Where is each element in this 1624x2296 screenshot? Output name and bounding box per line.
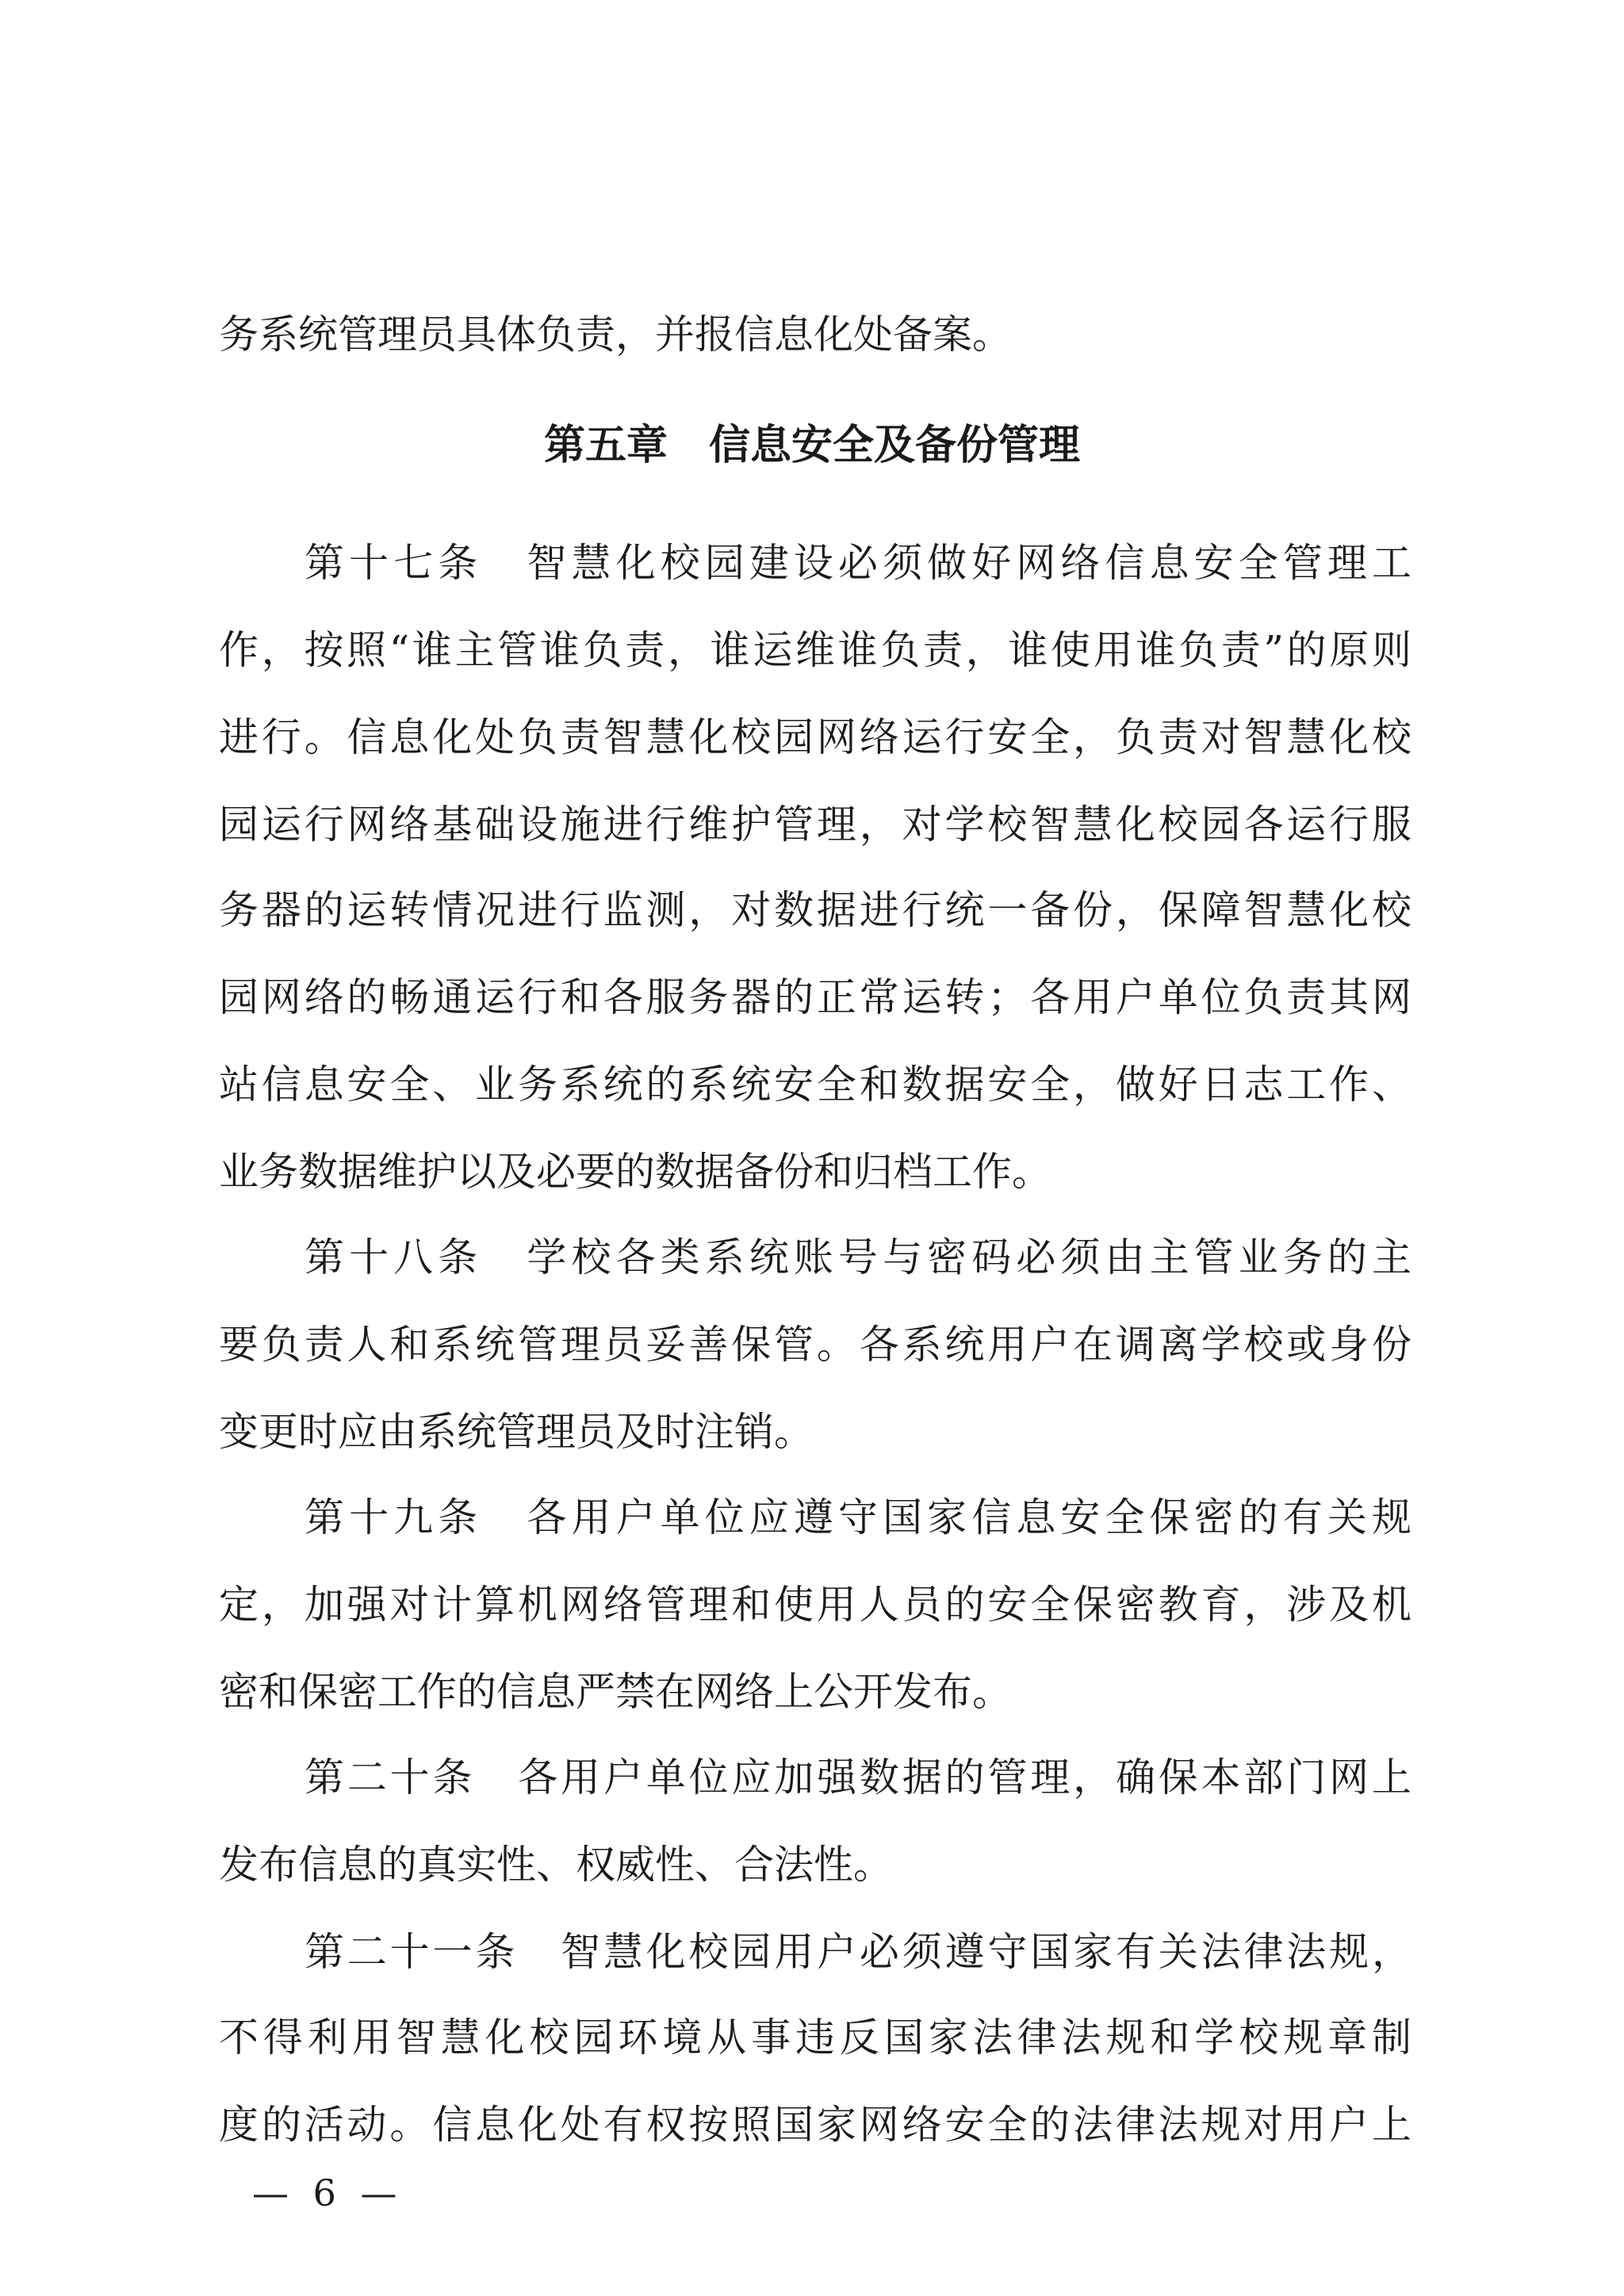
body-line: 务系统管理员具体负责，并报信息化处备案。 (219, 312, 1012, 358)
article-17-first-line: 第十七条 智慧化校园建设必须做好网络信息安全管理工 (304, 540, 1411, 586)
article-21-first-line: 第二十一条 智慧化校园用户必须遵守国家有关法律法规， (304, 1929, 1411, 1975)
body-line: 变更时应由系统管理员及时注销。 (219, 1409, 814, 1455)
body-line: 度的活动。信息化处有权按照国家网络安全的法律法规对用户上 (219, 2102, 1411, 2148)
body-line: 发布信息的真实性、权威性、合法性。 (219, 1842, 893, 1888)
body-line: 进行。信息化处负责智慧化校园网络运行安全，负责对智慧化校 (219, 714, 1411, 760)
body-line: 园网络的畅通运行和各服务器的正常运转；各用户单位负责其网 (219, 974, 1411, 1020)
body-line: 密和保密工作的信息严禁在网络上公开发布。 (219, 1669, 1012, 1715)
body-line: 不得利用智慧化校园环境从事违反国家法律法规和学校规章制 (219, 2015, 1411, 2061)
body-line: 务器的运转情况进行监测，对数据进行统一备份，保障智慧化校 (219, 887, 1411, 933)
chapter-heading: 第五章 信息安全及备份管理 (543, 422, 1080, 469)
article-18-first-line: 第十八条 学校各类系统账号与密码必须由主管业务的主 (304, 1234, 1411, 1280)
body-line: 要负责人和系统管理员妥善保管。各系统用户在调离学校或身份 (219, 1322, 1411, 1368)
body-line: 业务数据维护以及必要的数据备份和归档工作。 (219, 1149, 1051, 1195)
body-line: 作，按照“谁主管谁负责，谁运维谁负责，谁使用谁负责”的原则 (219, 627, 1411, 673)
body-line: 定，加强对计算机网络管理和使用人员的安全保密教育，涉及机 (219, 1582, 1411, 1628)
body-line: 园运行网络基础设施进行维护管理，对学校智慧化校园各运行服 (219, 802, 1411, 848)
article-19-first-line: 第十九条 各用户单位应遵守国家信息安全保密的有关规 (304, 1494, 1411, 1540)
page-number: — 6 — (252, 2172, 404, 2214)
body-line: 站信息安全、业务系统的系统安全和数据安全，做好日志工作、 (219, 1062, 1411, 1108)
article-20-first-line: 第二十条 各用户单位应加强数据的管理，确保本部门网上 (304, 1755, 1411, 1800)
